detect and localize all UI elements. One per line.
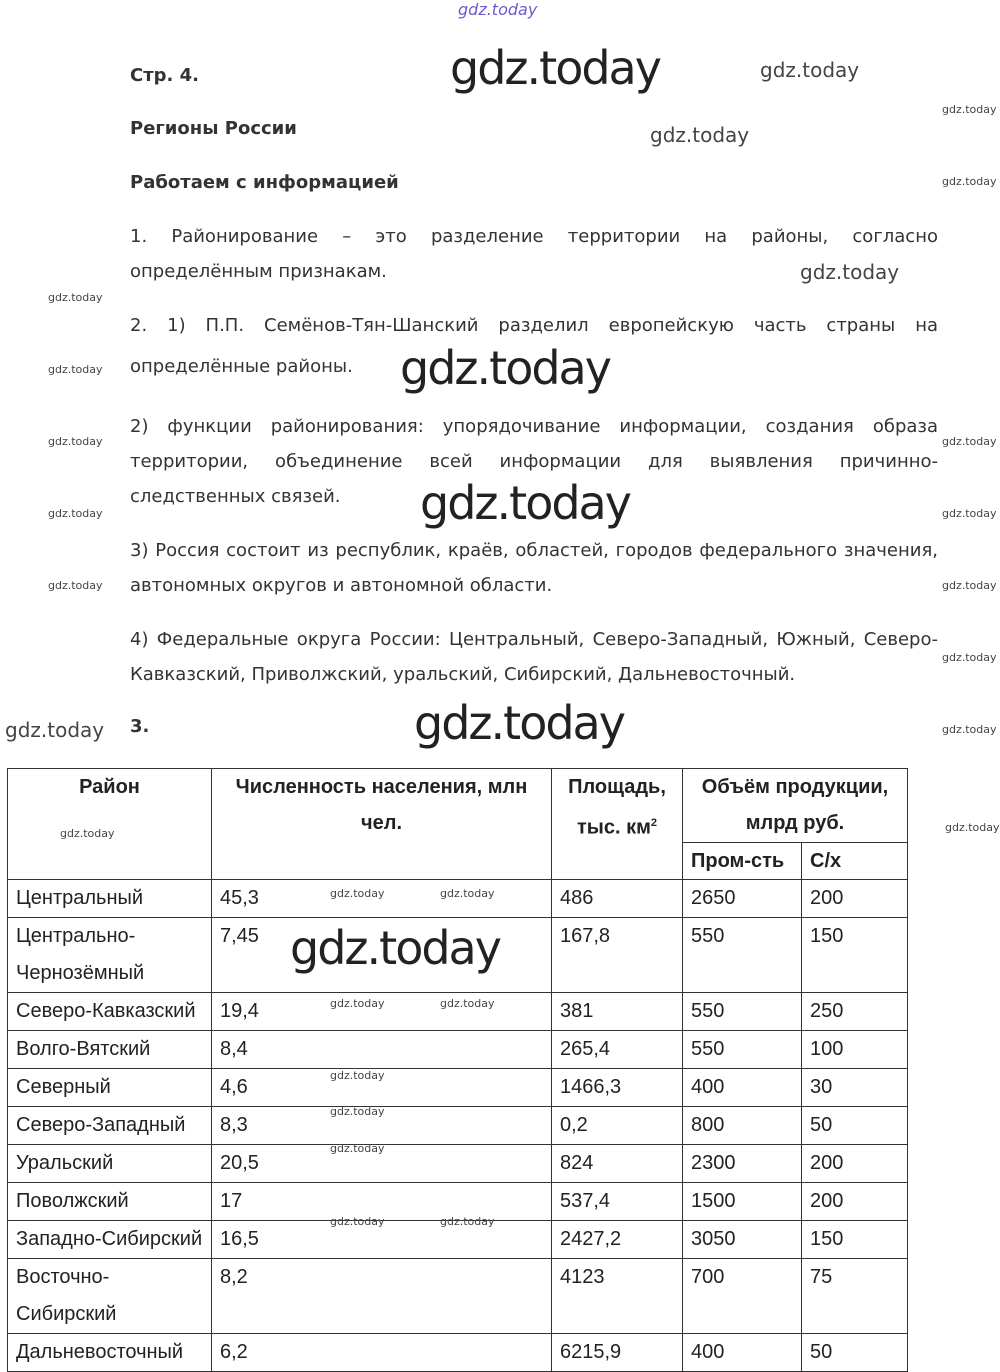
task-3-label: 3. [130,716,150,737]
cell-population: 8,4 [212,1031,552,1069]
cell-agriculture: 50 [802,1334,908,1372]
watermark: gdz.today [414,696,624,750]
cell-population: 6,2 [212,1334,552,1372]
cell-region: Северный [8,1069,212,1107]
watermark: gdz.today [942,579,997,592]
watermark: gdz.today [760,58,860,82]
answer-1-line: определённым признакам. [130,261,387,282]
cell-industry: 550 [683,1031,802,1069]
watermark: gdz.today [440,1215,495,1228]
section-heading: Работаем с информацией [130,172,399,193]
watermark: gdz.today [942,435,997,448]
watermark: gdz.today [440,997,495,1010]
watermark: gdz.today [458,0,538,19]
table-row [8,1069,908,1107]
cell-industry: 800 [683,1107,802,1145]
cell-agriculture: 75 [802,1259,908,1334]
watermark: gdz.today [5,718,105,742]
watermark: gdz.today [942,651,997,664]
watermark: gdz.today [942,175,997,188]
cell-population: 4,6 [212,1069,552,1107]
header-population: Численность населения, млн чел. [212,769,552,880]
cell-population: 8,3 [212,1107,552,1145]
header-agriculture: С/х [802,843,908,880]
cell-industry: 700 [683,1259,802,1334]
cell-population: 8,2 [212,1259,552,1334]
answer-2-4-line: Кавказский, Приволжский, уральский, Сибирский, Дальневосточный. [130,664,796,685]
cell-region: Центрально-Чернозёмный [8,918,212,993]
watermark: gdz.today [48,435,103,448]
cell-agriculture: 200 [802,880,908,918]
watermark: gdz.today [650,123,750,147]
page-title: Регионы России [130,118,297,139]
watermark: gdz.today [330,1215,385,1228]
cell-agriculture: 200 [802,1183,908,1221]
watermark: gdz.today [945,821,1000,834]
watermark: gdz.today [420,476,630,530]
watermark: gdz.today [48,579,103,592]
cell-industry: 2300 [683,1145,802,1183]
cell-region: Западно-Сибирский [8,1221,212,1259]
cell-region: Поволжский [8,1183,212,1221]
watermark: gdz.today [942,103,997,116]
cell-agriculture: 100 [802,1031,908,1069]
answer-2-line: определённые районы. [130,356,353,377]
cell-agriculture: 50 [802,1107,908,1145]
cell-agriculture: 200 [802,1145,908,1183]
cell-population: 7,45 [212,918,552,993]
cell-region: Дальневосточный [8,1334,212,1372]
answer-2-3-line: 3) Россия состоит из республик, краёв, областей, городов федерального значения, [130,540,938,561]
regions-table [7,768,908,1372]
cell-region: Северо-Западный [8,1107,212,1145]
cell-industry: 550 [683,918,802,993]
watermark: gdz.today [330,1142,385,1155]
watermark: gdz.today [48,507,103,520]
watermark: gdz.today [330,1069,385,1082]
cell-agriculture: 150 [802,918,908,993]
watermark: gdz.today [440,887,495,900]
page-label: Стр. 4. [130,65,199,86]
cell-area: 167,8 [552,918,683,993]
cell-agriculture: 250 [802,993,908,1031]
cell-area: 486 [552,880,683,918]
table-row [8,1107,908,1145]
header-area: Площадь, тыс. $км^2$ [552,769,683,880]
cell-industry: 3050 [683,1221,802,1259]
watermark: gdz.today [450,41,660,95]
watermark: gdz.today [330,997,385,1010]
answer-2-4-line: 4) Федеральные округа России: Центральный, Северо-Западный, Южный, Северо- [130,629,938,650]
cell-region: Волго-Вятский [8,1031,212,1069]
cell-industry: 550 [683,993,802,1031]
cell-area: 1466,3 [552,1069,683,1107]
watermark: gdz.today [942,723,997,736]
answer-2-2-line: следственных связей. [130,486,341,507]
answer-2-2-line: 2) функции районирования: упорядочивание информации, создания образа [130,416,938,437]
cell-population: 17 [212,1183,552,1221]
header-output: Объём продукции, млрд руб. [683,769,908,843]
watermark: gdz.today [48,291,103,304]
cell-area: 265,4 [552,1031,683,1069]
cell-area: 824 [552,1145,683,1183]
answer-2-2-line: территории, объединение всей информации для выявления причинно- [130,451,938,472]
watermark: gdz.today [48,363,103,376]
cell-population: 45,3 [212,880,552,918]
answer-1-line: 1. Районирование – это разделение территории на районы, согласно [130,226,938,247]
watermark: gdz.today [60,827,115,840]
cell-area: 6215,9 [552,1334,683,1372]
cell-population: 19,4 [212,993,552,1031]
table-row [8,1259,908,1334]
watermark: gdz.today [942,507,997,520]
cell-area: 381 [552,993,683,1031]
cell-population: 20,5 [212,1145,552,1183]
watermark: gdz.today [330,1105,385,1118]
cell-region: Северо-Кавказский [8,993,212,1031]
cell-industry: 1500 [683,1183,802,1221]
cell-area: 4123 [552,1259,683,1334]
cell-region: Уральский [8,1145,212,1183]
cell-region: Восточно-Сибирский [8,1259,212,1334]
table-row [8,1334,908,1372]
header-region: Район [8,769,212,880]
cell-area: 537,4 [552,1183,683,1221]
cell-industry: 400 [683,1069,802,1107]
watermark: gdz.today [400,341,610,395]
answer-2-3-line: автономных округов и автономной области. [130,575,553,596]
watermark: gdz.today [800,260,900,284]
cell-area: 0,2 [552,1107,683,1145]
answer-2-line: 2. 1) П.П. Семёнов-Тян-Шанский разделил европейскую часть страны на [130,315,938,336]
header-industry: Пром-сть [683,843,802,880]
watermark: gdz.today [290,921,500,975]
table-row [8,1145,908,1183]
cell-region: Центральный [8,880,212,918]
table-row [8,1031,908,1069]
watermark: gdz.today [330,887,385,900]
cell-industry: 2650 [683,880,802,918]
cell-agriculture: 150 [802,1221,908,1259]
cell-area: 2427,2 [552,1221,683,1259]
cell-industry: 400 [683,1334,802,1372]
cell-population: 16,5 [212,1221,552,1259]
cell-agriculture: 30 [802,1069,908,1107]
